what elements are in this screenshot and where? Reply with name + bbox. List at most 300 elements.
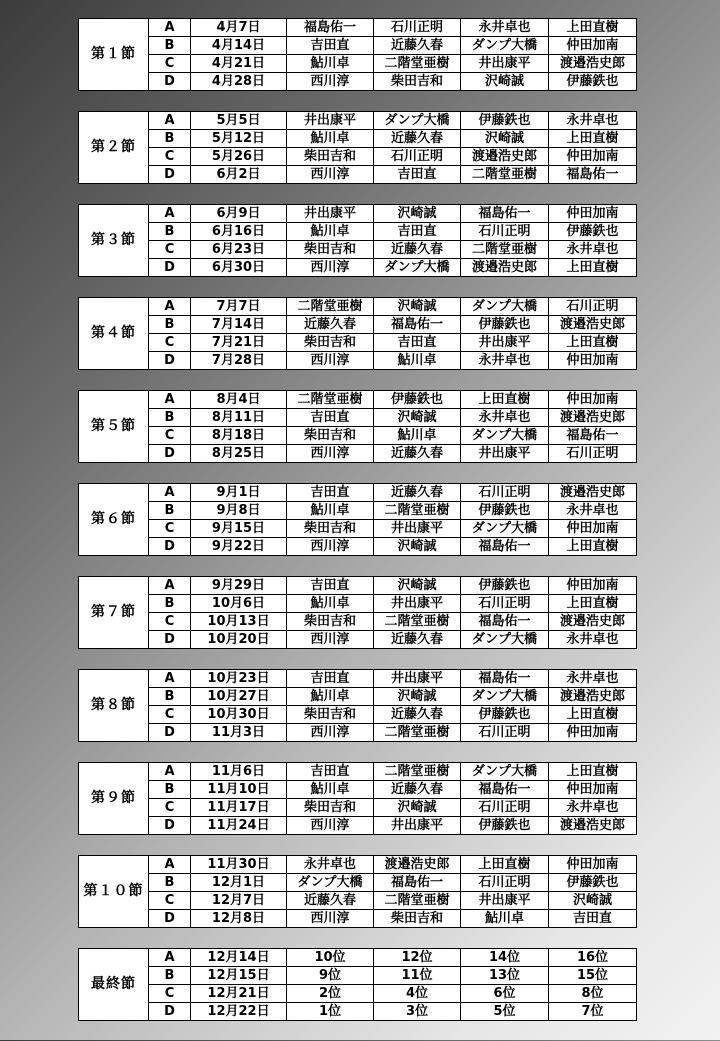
player-cell-1: 福島佑一 <box>287 19 374 37</box>
player-cell-1: 永井卓也 <box>287 856 374 874</box>
player-cell-3: 14位 <box>461 949 549 967</box>
player-cell-2: 3位 <box>374 1003 461 1021</box>
group-cell: A <box>149 856 191 874</box>
player-cell-2: 石川正明 <box>374 148 461 166</box>
player-cell-2: 井出康平 <box>374 520 461 538</box>
player-cell-2: 吉田直 <box>374 334 461 352</box>
date-cell: 10月30日 <box>191 706 287 724</box>
player-cell-1: 近藤久春 <box>287 892 374 910</box>
player-cell-1: 吉田直 <box>287 763 374 781</box>
player-cell-2: 二階堂亜樹 <box>374 724 461 742</box>
table-row <box>79 427 637 445</box>
table-row <box>79 817 637 835</box>
player-cell-2: 渡邉浩史郎 <box>374 856 461 874</box>
player-cell-2: 吉田直 <box>374 223 461 241</box>
date-cell: 5月26日 <box>191 148 287 166</box>
date-cell: 11月30日 <box>191 856 287 874</box>
player-cell-1: 鮎川卓 <box>287 781 374 799</box>
player-cell-3: 井出康平 <box>461 55 549 73</box>
date-cell: 6月30日 <box>191 259 287 277</box>
player-cell-4: 仲田加南 <box>549 577 637 595</box>
player-cell-4: 伊藤鉄也 <box>549 73 637 91</box>
player-cell-2: 石川正明 <box>374 19 461 37</box>
table-row <box>79 73 637 91</box>
group-cell: C <box>149 241 191 259</box>
player-cell-2: 福島佑一 <box>374 874 461 892</box>
player-cell-4: 上田直樹 <box>549 19 637 37</box>
player-cell-3: 福島佑一 <box>461 538 549 556</box>
table-row <box>79 967 637 985</box>
table-row <box>79 352 637 370</box>
player-cell-3: 伊藤鉄也 <box>461 502 549 520</box>
player-cell-1: 鮎川卓 <box>287 223 374 241</box>
player-cell-2: 伊藤鉄也 <box>374 391 461 409</box>
player-cell-3: ダンプ大橋 <box>461 520 549 538</box>
group-cell: C <box>149 520 191 538</box>
player-cell-3: 福島佑一 <box>461 781 549 799</box>
player-cell-4: 渡邉浩史郎 <box>549 817 637 835</box>
section-label: 第９節 <box>79 763 149 835</box>
table-row <box>79 985 637 1003</box>
player-cell-2: 柴田吉和 <box>374 73 461 91</box>
group-cell: A <box>149 205 191 223</box>
date-cell: 10月6日 <box>191 595 287 613</box>
player-cell-1: 井出康平 <box>287 205 374 223</box>
group-cell: C <box>149 427 191 445</box>
group-cell: C <box>149 892 191 910</box>
player-cell-2: 沢崎誠 <box>374 538 461 556</box>
section-label: 第５節 <box>79 391 149 463</box>
table-row <box>79 724 637 742</box>
date-cell: 10月20日 <box>191 631 287 649</box>
player-cell-1: 鮎川卓 <box>287 595 374 613</box>
player-cell-3: 伊藤鉄也 <box>461 316 549 334</box>
player-cell-3: ダンプ大橋 <box>461 631 549 649</box>
player-cell-4: 渡邉浩史郎 <box>549 316 637 334</box>
table-row <box>79 241 637 259</box>
table-row <box>79 298 637 316</box>
table-row <box>79 910 637 928</box>
group-cell: A <box>149 112 191 130</box>
player-cell-2: 近藤久春 <box>374 484 461 502</box>
table-row <box>79 706 637 724</box>
section-label: 第１節 <box>79 19 149 91</box>
player-cell-3: 石川正明 <box>461 799 549 817</box>
player-cell-3: 福島佑一 <box>461 670 549 688</box>
player-cell-2: 柴田吉和 <box>374 910 461 928</box>
section-label: 第２節 <box>79 112 149 184</box>
table-row <box>79 55 637 73</box>
group-cell: D <box>149 259 191 277</box>
table-row <box>79 520 637 538</box>
date-cell: 10月27日 <box>191 688 287 706</box>
table-row <box>79 334 637 352</box>
group-cell: B <box>149 130 191 148</box>
player-cell-4: 16位 <box>549 949 637 967</box>
table-row <box>79 670 637 688</box>
player-cell-1: 西川淳 <box>287 724 374 742</box>
group-cell: B <box>149 223 191 241</box>
date-cell: 6月9日 <box>191 205 287 223</box>
section-table <box>78 576 637 649</box>
player-cell-4: 上田直樹 <box>549 706 637 724</box>
section-table <box>78 18 637 91</box>
player-cell-4: 上田直樹 <box>549 259 637 277</box>
player-cell-4: 永井卓也 <box>549 112 637 130</box>
group-cell: D <box>149 166 191 184</box>
date-cell: 6月2日 <box>191 166 287 184</box>
group-cell: B <box>149 409 191 427</box>
date-cell: 9月22日 <box>191 538 287 556</box>
player-cell-3: 永井卓也 <box>461 409 549 427</box>
section-table <box>78 111 637 184</box>
player-cell-2: 近藤久春 <box>374 37 461 55</box>
player-cell-1: 柴田吉和 <box>287 520 374 538</box>
table-row <box>79 874 637 892</box>
player-cell-3: 二階堂亜樹 <box>461 241 549 259</box>
player-cell-1: 1位 <box>287 1003 374 1021</box>
player-cell-1: 鮎川卓 <box>287 130 374 148</box>
section-label: 第４節 <box>79 298 149 370</box>
section-label: 第８節 <box>79 670 149 742</box>
date-cell: 7月14日 <box>191 316 287 334</box>
group-cell: D <box>149 73 191 91</box>
group-cell: D <box>149 817 191 835</box>
table-row <box>79 595 637 613</box>
table-row <box>79 112 637 130</box>
player-cell-1: 柴田吉和 <box>287 613 374 631</box>
player-cell-2: 二階堂亜樹 <box>374 763 461 781</box>
group-cell: A <box>149 763 191 781</box>
player-cell-2: 井出康平 <box>374 670 461 688</box>
player-cell-3: 伊藤鉄也 <box>461 112 549 130</box>
player-cell-4: 仲田加南 <box>549 856 637 874</box>
player-cell-3: 石川正明 <box>461 484 549 502</box>
date-cell: 12月14日 <box>191 949 287 967</box>
player-cell-4: 永井卓也 <box>549 241 637 259</box>
player-cell-3: 上田直樹 <box>461 391 549 409</box>
table-row <box>79 205 637 223</box>
player-cell-4: 上田直樹 <box>549 763 637 781</box>
group-cell: C <box>149 985 191 1003</box>
player-cell-4: 仲田加南 <box>549 148 637 166</box>
player-cell-2: 二階堂亜樹 <box>374 55 461 73</box>
player-cell-4: 石川正明 <box>549 445 637 463</box>
section-table <box>78 762 637 835</box>
table-row <box>79 688 637 706</box>
player-cell-1: 吉田直 <box>287 484 374 502</box>
table-row <box>79 148 637 166</box>
player-cell-4: 仲田加南 <box>549 520 637 538</box>
player-cell-4: 永井卓也 <box>549 631 637 649</box>
player-cell-1: 9位 <box>287 967 374 985</box>
group-cell: C <box>149 148 191 166</box>
player-cell-2: 鮎川卓 <box>374 427 461 445</box>
player-cell-4: 仲田加南 <box>549 781 637 799</box>
player-cell-4: 沢崎誠 <box>549 892 637 910</box>
player-cell-1: 吉田直 <box>287 577 374 595</box>
table-row <box>79 856 637 874</box>
player-cell-1: 西川淳 <box>287 73 374 91</box>
group-cell: A <box>149 484 191 502</box>
player-cell-3: 石川正明 <box>461 223 549 241</box>
player-cell-3: 伊藤鉄也 <box>461 577 549 595</box>
player-cell-2: 4位 <box>374 985 461 1003</box>
schedule-sheet <box>78 18 636 1041</box>
player-cell-2: 近藤久春 <box>374 781 461 799</box>
table-row <box>79 892 637 910</box>
player-cell-4: 石川正明 <box>549 298 637 316</box>
player-cell-2: 井出康平 <box>374 817 461 835</box>
player-cell-4: 仲田加南 <box>549 724 637 742</box>
date-cell: 12月1日 <box>191 874 287 892</box>
group-cell: A <box>149 391 191 409</box>
section-table <box>78 855 637 928</box>
group-cell: B <box>149 316 191 334</box>
table-row <box>79 166 637 184</box>
group-cell: B <box>149 967 191 985</box>
table-row <box>79 613 637 631</box>
player-cell-4: 永井卓也 <box>549 670 637 688</box>
player-cell-1: 鮎川卓 <box>287 502 374 520</box>
player-cell-2: 二階堂亜樹 <box>374 502 461 520</box>
table-row <box>79 1003 637 1021</box>
section-table <box>78 390 637 463</box>
date-cell: 5月5日 <box>191 112 287 130</box>
player-cell-2: 近藤久春 <box>374 130 461 148</box>
player-cell-3: 福島佑一 <box>461 205 549 223</box>
date-cell: 12月15日 <box>191 967 287 985</box>
table-row <box>79 223 637 241</box>
player-cell-3: 渡邉浩史郎 <box>461 148 549 166</box>
table-row <box>79 19 637 37</box>
player-cell-3: 伊藤鉄也 <box>461 817 549 835</box>
table-row <box>79 577 637 595</box>
player-cell-1: 柴田吉和 <box>287 148 374 166</box>
group-cell: B <box>149 595 191 613</box>
player-cell-1: 柴田吉和 <box>287 799 374 817</box>
player-cell-3: 永井卓也 <box>461 19 549 37</box>
date-cell: 8月4日 <box>191 391 287 409</box>
player-cell-2: 沢崎誠 <box>374 577 461 595</box>
player-cell-2: 近藤久春 <box>374 445 461 463</box>
player-cell-4: 福島佑一 <box>549 166 637 184</box>
date-cell: 7月21日 <box>191 334 287 352</box>
player-cell-4: 福島佑一 <box>549 427 637 445</box>
date-cell: 9月29日 <box>191 577 287 595</box>
group-cell: C <box>149 613 191 631</box>
date-cell: 5月12日 <box>191 130 287 148</box>
section-label: 第３節 <box>79 205 149 277</box>
section-table <box>78 669 637 742</box>
date-cell: 6月16日 <box>191 223 287 241</box>
table-row <box>79 391 637 409</box>
player-cell-1: 柴田吉和 <box>287 241 374 259</box>
player-cell-3: 福島佑一 <box>461 613 549 631</box>
group-cell: D <box>149 445 191 463</box>
player-cell-4: 渡邉浩史郎 <box>549 688 637 706</box>
group-cell: C <box>149 706 191 724</box>
player-cell-1: 井出康平 <box>287 112 374 130</box>
player-cell-3: 二階堂亜樹 <box>461 166 549 184</box>
player-cell-3: 伊藤鉄也 <box>461 706 549 724</box>
player-cell-2: 12位 <box>374 949 461 967</box>
date-cell: 4月28日 <box>191 73 287 91</box>
player-cell-2: 近藤久春 <box>374 706 461 724</box>
player-cell-1: 吉田直 <box>287 409 374 427</box>
player-cell-4: 伊藤鉄也 <box>549 874 637 892</box>
group-cell: B <box>149 37 191 55</box>
player-cell-1: 吉田直 <box>287 37 374 55</box>
player-cell-4: 15位 <box>549 967 637 985</box>
player-cell-3: 石川正明 <box>461 595 549 613</box>
player-cell-1: 西川淳 <box>287 259 374 277</box>
player-cell-4: 渡邉浩史郎 <box>549 55 637 73</box>
player-cell-1: 西川淳 <box>287 538 374 556</box>
player-cell-3: ダンプ大橋 <box>461 427 549 445</box>
player-cell-3: 石川正明 <box>461 724 549 742</box>
player-cell-4: 渡邉浩史郎 <box>549 484 637 502</box>
date-cell: 10月23日 <box>191 670 287 688</box>
date-cell: 8月18日 <box>191 427 287 445</box>
group-cell: A <box>149 298 191 316</box>
player-cell-4: 伊藤鉄也 <box>549 223 637 241</box>
player-cell-4: 仲田加南 <box>549 37 637 55</box>
group-cell: D <box>149 724 191 742</box>
table-row <box>79 130 637 148</box>
date-cell: 4月21日 <box>191 55 287 73</box>
table-row <box>79 409 637 427</box>
section-label: 最終節 <box>79 949 149 1021</box>
group-cell: C <box>149 799 191 817</box>
group-cell: D <box>149 352 191 370</box>
group-cell: B <box>149 781 191 799</box>
player-cell-1: 10位 <box>287 949 374 967</box>
player-cell-2: 鮎川卓 <box>374 352 461 370</box>
player-cell-2: 沢崎誠 <box>374 799 461 817</box>
player-cell-4: 仲田加南 <box>549 205 637 223</box>
group-cell: A <box>149 19 191 37</box>
player-cell-2: ダンプ大橋 <box>374 259 461 277</box>
date-cell: 11月10日 <box>191 781 287 799</box>
player-cell-3: 渡邉浩史郎 <box>461 259 549 277</box>
group-cell: A <box>149 670 191 688</box>
group-cell: C <box>149 55 191 73</box>
player-cell-2: 11位 <box>374 967 461 985</box>
player-cell-3: ダンプ大橋 <box>461 688 549 706</box>
player-cell-2: 近藤久春 <box>374 631 461 649</box>
player-cell-1: 柴田吉和 <box>287 706 374 724</box>
date-cell: 7月7日 <box>191 298 287 316</box>
player-cell-2: 吉田直 <box>374 166 461 184</box>
player-cell-4: 永井卓也 <box>549 502 637 520</box>
date-cell: 11月3日 <box>191 724 287 742</box>
player-cell-1: 西川淳 <box>287 445 374 463</box>
table-row <box>79 316 637 334</box>
group-cell: D <box>149 538 191 556</box>
player-cell-4: 仲田加南 <box>549 391 637 409</box>
date-cell: 12月7日 <box>191 892 287 910</box>
player-cell-2: 沢崎誠 <box>374 205 461 223</box>
player-cell-1: 西川淳 <box>287 631 374 649</box>
date-cell: 4月7日 <box>191 19 287 37</box>
player-cell-2: 井出康平 <box>374 595 461 613</box>
player-cell-3: ダンプ大橋 <box>461 37 549 55</box>
player-cell-4: 仲田加南 <box>549 352 637 370</box>
player-cell-3: 13位 <box>461 967 549 985</box>
player-cell-1: 柴田吉和 <box>287 427 374 445</box>
date-cell: 11月24日 <box>191 817 287 835</box>
date-cell: 7月28日 <box>191 352 287 370</box>
player-cell-1: 西川淳 <box>287 352 374 370</box>
table-row <box>79 631 637 649</box>
player-cell-3: 沢崎誠 <box>461 130 549 148</box>
date-cell: 6月23日 <box>191 241 287 259</box>
player-cell-1: 西川淳 <box>287 910 374 928</box>
table-row <box>79 259 637 277</box>
player-cell-4: 上田直樹 <box>549 595 637 613</box>
table-row <box>79 949 637 967</box>
player-cell-3: 井出康平 <box>461 892 549 910</box>
player-cell-2: 沢崎誠 <box>374 688 461 706</box>
player-cell-2: 二階堂亜樹 <box>374 892 461 910</box>
player-cell-1: 吉田直 <box>287 670 374 688</box>
date-cell: 8月25日 <box>191 445 287 463</box>
player-cell-4: 7位 <box>549 1003 637 1021</box>
table-row <box>79 484 637 502</box>
player-cell-3: 石川正明 <box>461 874 549 892</box>
group-cell: A <box>149 577 191 595</box>
player-cell-4: 上田直樹 <box>549 334 637 352</box>
date-cell: 9月8日 <box>191 502 287 520</box>
group-cell: B <box>149 874 191 892</box>
player-cell-3: 井出康平 <box>461 445 549 463</box>
group-cell: D <box>149 1003 191 1021</box>
player-cell-3: 上田直樹 <box>461 856 549 874</box>
date-cell: 12月21日 <box>191 985 287 1003</box>
table-row <box>79 781 637 799</box>
player-cell-1: 鮎川卓 <box>287 688 374 706</box>
group-cell: B <box>149 688 191 706</box>
date-cell: 10月13日 <box>191 613 287 631</box>
player-cell-3: ダンプ大橋 <box>461 763 549 781</box>
table-row <box>79 538 637 556</box>
player-cell-3: ダンプ大橋 <box>461 298 549 316</box>
group-cell: D <box>149 631 191 649</box>
group-cell: D <box>149 910 191 928</box>
table-row <box>79 763 637 781</box>
date-cell: 4月14日 <box>191 37 287 55</box>
player-cell-4: 永井卓也 <box>549 799 637 817</box>
player-cell-3: 5位 <box>461 1003 549 1021</box>
date-cell: 12月22日 <box>191 1003 287 1021</box>
player-cell-3: 永井卓也 <box>461 352 549 370</box>
section-table <box>78 948 637 1021</box>
player-cell-4: 上田直樹 <box>549 130 637 148</box>
player-cell-2: ダンプ大橋 <box>374 112 461 130</box>
player-cell-2: 近藤久春 <box>374 241 461 259</box>
section-label: 第６節 <box>79 484 149 556</box>
player-cell-1: ダンプ大橋 <box>287 874 374 892</box>
player-cell-4: 吉田直 <box>549 910 637 928</box>
player-cell-1: 西川淳 <box>287 166 374 184</box>
section-table <box>78 204 637 277</box>
player-cell-2: 沢崎誠 <box>374 409 461 427</box>
group-cell: A <box>149 949 191 967</box>
player-cell-2: 二階堂亜樹 <box>374 613 461 631</box>
section-label: 第７節 <box>79 577 149 649</box>
date-cell: 12月8日 <box>191 910 287 928</box>
